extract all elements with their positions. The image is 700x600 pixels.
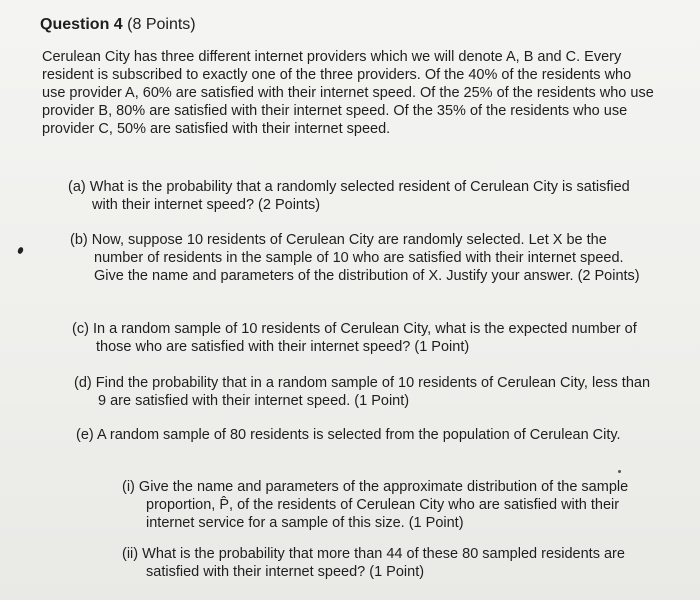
- margin-mark: [17, 246, 24, 254]
- part-a-text: What is the probability that a randomly selected resident of Cerulean City is satisfied with their internet speed? (2 Points): [89, 179, 630, 213]
- question-intro: Cerulean City has three different internet providers which we will denote A, B and C. Every resident is subscribed to exactly one of the three providers. Of the 40% of the residents who use provider A, 60% are satisfied with their internet speed. Of the 25% of the residents who use provider B, 80% are satisfied with their internet speed. Of the 35% of the residents who use provider C, 50% are satisfied with their internet speed.: [42, 49, 654, 137]
- part-e-text: A random sample of 80 residents is selected from the population of Cerulean City.: [96, 427, 621, 443]
- part-c-text: In a random sample of 10 residents of Cerulean City, what is the expected number of those who are satisfied with their internet speed? (1 Point): [92, 321, 637, 355]
- part-d-label: (d): [74, 375, 92, 391]
- part-e-i: [122, 478, 638, 532]
- part-e-ii: [122, 545, 626, 581]
- part-c-label: (c): [72, 321, 89, 337]
- question-points: (8 Points): [127, 16, 196, 33]
- part-e-ii-text: What is the probability that more than 44 of these 80 sampled residents are satisfied with their internet speed? (1 Point): [142, 546, 625, 580]
- part-a: [68, 178, 652, 214]
- part-b-label: (b): [70, 232, 88, 248]
- part-e-ii-label: (ii): [122, 546, 139, 562]
- question-title: [40, 16, 196, 34]
- part-b: [70, 231, 654, 285]
- margin-speck: [618, 470, 621, 473]
- part-c: [72, 320, 652, 356]
- part-a-label: (a): [68, 179, 86, 195]
- part-e-label: (e): [76, 427, 94, 443]
- question-number: Question 4: [40, 16, 123, 33]
- part-e: [76, 426, 656, 444]
- part-b-text: Now, suppose 10 residents of Cerulean City are randomly selected. Let X be the number of residents in the sample of 10 who are satisfied with their internet speed. Give the name and parameters of the distribution of X. Justify your answer. (2 Points): [91, 232, 640, 284]
- part-e-i-text: Give the name and parameters of the approximate distribution of the sample proportion, P̂, of the residents of Cerulean City who are satisfied with their internet service for a sample of this size. (1 Point): [138, 479, 629, 531]
- part-e-i-label: (i): [122, 479, 135, 495]
- part-d: [74, 374, 654, 410]
- part-d-text: Find the probability that in a random sample of 10 residents of Cerulean City, less than 9 are satisfied with their internet speed. (1 Point): [95, 375, 651, 409]
